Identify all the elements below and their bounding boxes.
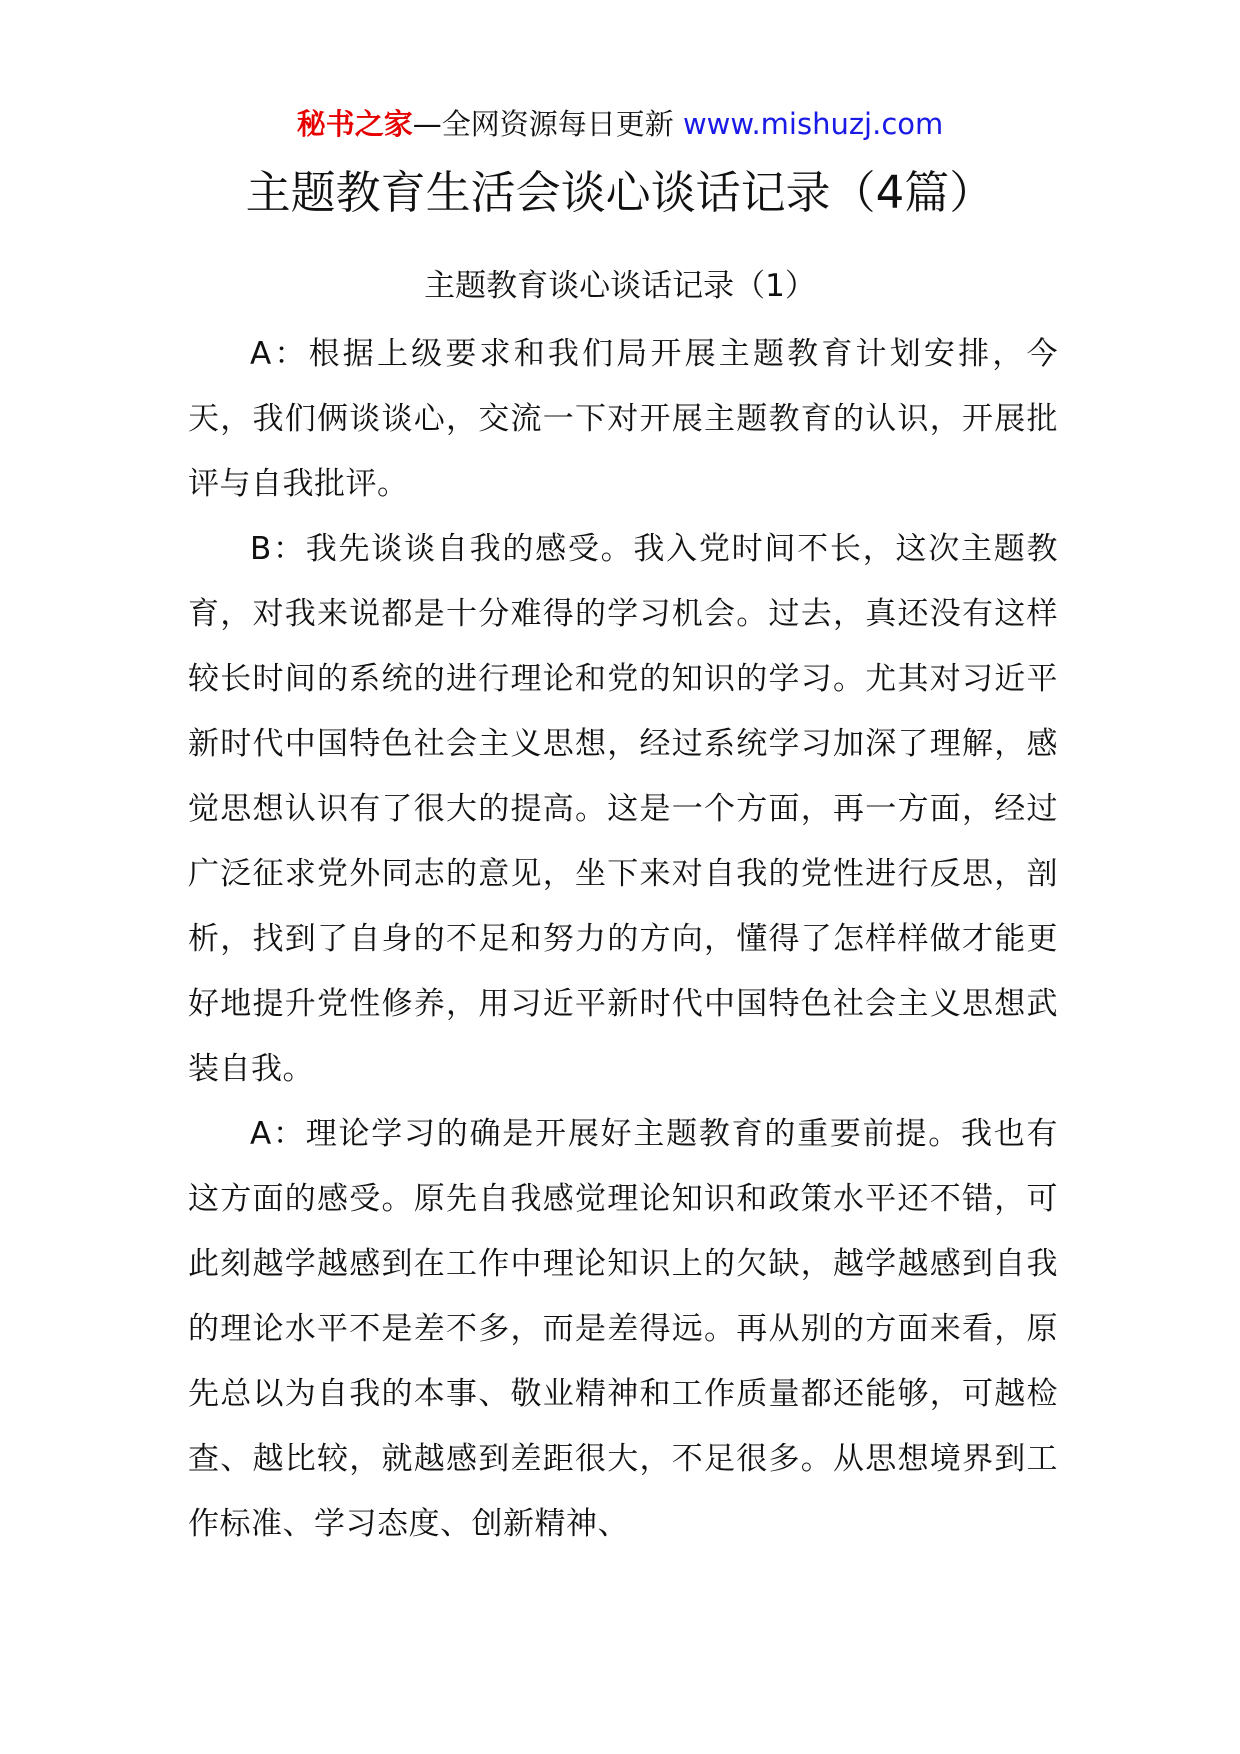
document-body bbox=[188, 322, 1058, 1557]
site-banner bbox=[0, 102, 1240, 146]
paragraph: A：根据上级要求和我们局开展主题教育计划安排，今天，我们俩谈谈心，交流一下对开展主题教育的认识，开展批评与自我批评。 bbox=[188, 336, 1058, 502]
banner-tagline: —全网资源每日更新 bbox=[412, 107, 674, 141]
brand-name: 秘书之家 bbox=[296, 107, 413, 141]
paragraph: A：理论学习的确是开展好主题教育的重要前提。我也有这方面的感受。原先自我感觉理论知识和政策水平还不错，可此刻越学越感到在工作中理论知识上的欠缺，越学越感到自我的理论水平不是差不多，而是差得远。再从别的方面来看，原先总以为自我的本事、敬业精神和工作质量都还能够，可越检查、越比较，就越感到差距很大，不足很多。从思想境界到工作标准、学习态度、创新精神、 bbox=[188, 1116, 1058, 1542]
site-url-link[interactable]: www.mishuzj.com bbox=[682, 107, 944, 141]
section-title: 主题教育谈心谈话记录（1） bbox=[424, 268, 816, 304]
document-title: 主题教育生活会谈心谈话记录（4篇） bbox=[245, 166, 995, 219]
paragraph: B：我先谈谈自我的感受。我入党时间不长，这次主题教育，对我来说都是十分难得的学习机会。过去，真还没有这样较长时间的系统的进行理论和党的知识的学习。尤其对习近平新时代中国特色社会主义思想，经过系统学习加深了理解，感觉思想认识有了很大的提高。这是一个方面，再一方面，经过广泛征求党外同志的意见，坐下来对自我的党性进行反思，剖析，找到了自身的不足和努力的方向，懂得了怎样样做才能更好地提升党性修养，用习近平新时代中国特色社会主义思想武装自我。 bbox=[188, 531, 1058, 1087]
